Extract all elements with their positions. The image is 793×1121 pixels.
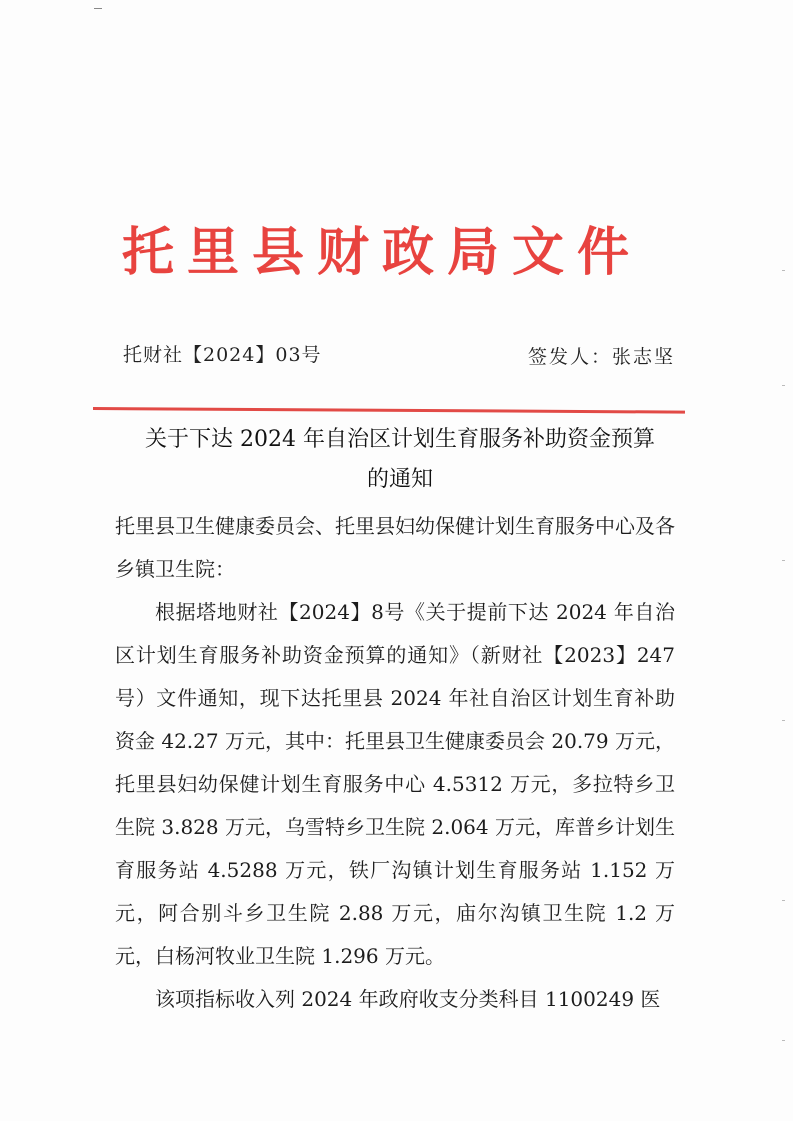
body-paragraph-2: 该项指标收入列 2024 年政府收支分类科目 1100249 医 — [155, 987, 661, 1011]
scan-artifact — [94, 8, 102, 9]
document-body — [115, 505, 675, 1021]
red-divider-line — [93, 407, 685, 414]
document-subject — [110, 420, 690, 500]
addressee: 托里县卫生健康委员会、托里县妇幼保健计划生育服务中心及各乡镇卫生院： — [115, 514, 675, 581]
document-header-title: 托里县财政局文件 — [122, 222, 643, 283]
subject-line-2: 的通知 — [366, 467, 433, 492]
subject-line-1: 关于下达 2024 年自治区计划生育服务补助资金预算 — [145, 427, 655, 452]
document-number: 托财社【2024】03号 — [123, 344, 322, 366]
signer: 签发人：张志坚 — [528, 346, 676, 368]
body-paragraph-1: 根据塔地财社【2024】8号《关于提前下达 2024 年自治区计划生育服务补助资金预算的通知》（新财社【2023】247号）文件通知，现下达托里县 2024 年社自治区计划生育补助资金 42.27 万元，其中：托里县卫生健康委员会 20.79 万元，托里县妇幼保健计划生育服务中心 4.5312 万元，多拉特乡卫生院 3.828 万元，乌雪特乡卫生院 2.064 万元，库普乡计划生育服务站 4.5288 万元，铁厂沟镇计划生育服务站 1.152 万元，阿合别斗乡卫生院 2.88 万元，庙尔沟镇卫生院 1.2 万元，白杨河牧业卫生院 1.296 万元。 — [115, 600, 675, 968]
